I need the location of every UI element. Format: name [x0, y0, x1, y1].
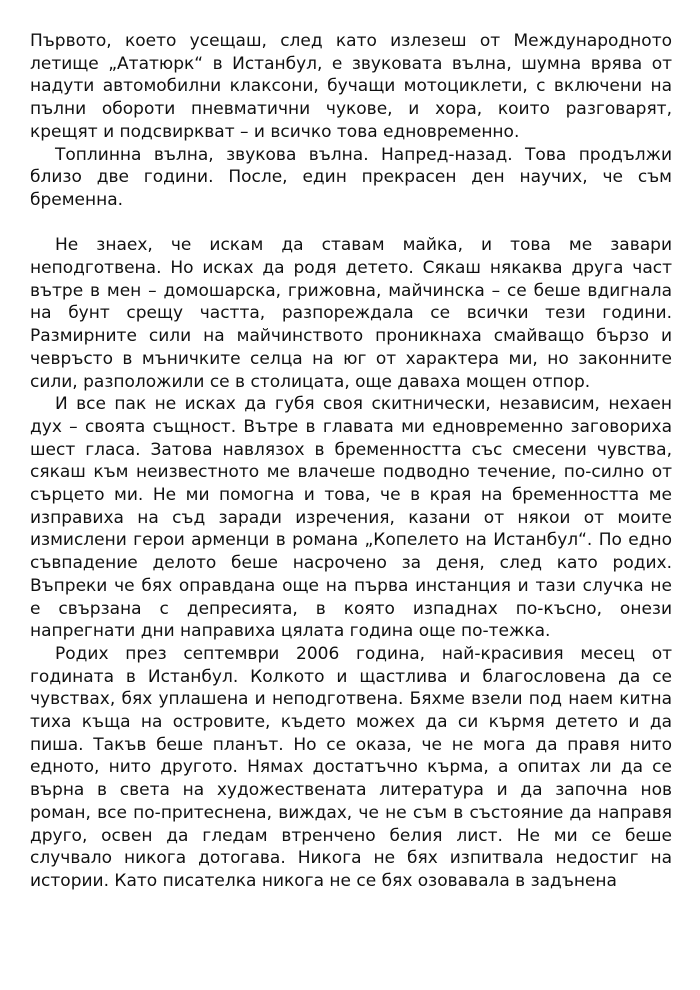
paragraph: Първото, което усещаш, след като излезеш от Международното летище „Ататюрк“ в Истанбул, е звуковата вълна, шумна врява от надути автомобилни клаксони, бучащи мотоциклети, с включени на пълни обороти пневматични чукове, и хора, които разговарят, крещят и подсвиркват – и всичко това едновременно. [30, 31, 672, 142]
paragraph: Не знаех, че искам да ставам майка, и това ме завари неподготвена. Но исках да родя детето. Сякаш някаква друга част вътре в мен – домошарска, грижовна, майчинска – се беше вдигнала на бунт срещу частта, разпореждала се всички тези години. Размирните сили на майчинството проникнаха смайващо бързо и чевръсто в мъничките селца на юг от характера ми, но законните сили, разположили се в столицата, още даваха мощен отпор. [30, 235, 672, 392]
paragraph: Топлинна вълна, звукова вълна. Напред-назад. Това продължи близо две години. После, един прекрасен ден научих, че съм бременна. [30, 144, 672, 210]
paragraph: Родих през септември 2006 година, най-красивия месец от годината в Истанбул. Колкото и щастлива и благословена да се чувствах, бях уплашена и неподготвена. Бяхме взели под наем китна тиха къща на островите, където можех да си кърмя детето и да пиша. Такъв беше планът. Но се оказа, че не мога да правя нито едното, нито другото. Нямах достатъчно кърма, а опитах ли да се върна в света на художествената литература и да започна нов роман, все по-притеснена, виждах, че не съм в състояние да направя друго, освен да гледам втренчено белия лист. Не ми се беше случвало никога дотогава. Никога не бях изпитвала недостиг на истории. Като писателка никога не се бях озовавала в задънена [30, 643, 672, 891]
document-page [30, 30, 672, 893]
paragraph: И все пак не исках да губя своя скитнически, независим, нехаен дух – своята същност. Вътре в главата ми едновременно заговориха шест гласа. Затова навлязох в бременността със смесени чувства, сякаш към неизвестното ме влачеше подводно течение, по-силно от сърцето ми. Не ми помогна и това, че в края на бременността ме изправиха на съд заради изречения, казани от някои от моите измислени герои арменци в романа „Копелето на Истанбул“. По едно съвпадение делото беше насрочено за деня, след като родих. Въпреки че бях оправдана още на първа инстанция и тази случка не е свързана с депресията, в която изпаднах по-късно, онези напрегнати дни направиха цялата година още по-тежка. [30, 394, 672, 642]
